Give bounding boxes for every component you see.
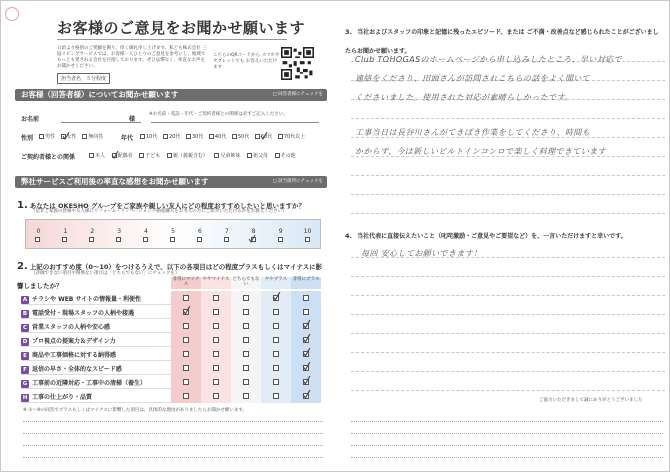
rating-row-label xyxy=(21,364,122,374)
age-option-50[interactable]: 50代 xyxy=(237,134,250,140)
relation-option-parent[interactable]: 親（義親含む） xyxy=(172,153,208,159)
rating-checkbox[interactable] xyxy=(273,309,279,315)
answer-area-4[interactable] xyxy=(351,239,665,391)
check-mark-icon xyxy=(302,390,311,399)
answer-line xyxy=(351,372,665,391)
check-mark-icon xyxy=(111,151,119,159)
rating-checkbox[interactable] xyxy=(273,337,279,343)
rating-checkbox[interactable] xyxy=(213,323,219,329)
age-label: 年代 xyxy=(121,135,134,142)
item-letter: F xyxy=(21,366,29,374)
rating-checkbox[interactable] xyxy=(243,337,249,343)
item-label: チラシや WEB サイトの情報量・利便性 xyxy=(32,296,142,303)
item-letter: D xyxy=(22,339,28,345)
rating-row-label xyxy=(21,322,110,332)
answer-line xyxy=(23,457,323,458)
checkbox[interactable] xyxy=(167,153,172,158)
rating-cell[interactable] xyxy=(291,347,321,361)
item-label: 返信の早さ・全体的なスピード感 xyxy=(32,366,122,373)
gender-option-male[interactable]: 男性 xyxy=(45,134,56,140)
question-3-number: 3. xyxy=(345,28,352,36)
rating-cell[interactable] xyxy=(201,361,231,375)
scale-checkbox[interactable] xyxy=(143,237,148,242)
check-mark-icon xyxy=(260,132,268,140)
rating-checkbox[interactable] xyxy=(183,365,189,371)
rating-checkbox[interactable] xyxy=(213,393,219,399)
closing-text: ご協力いただきまして誠にありがとうございました xyxy=(539,398,643,403)
rating-cell[interactable] xyxy=(171,375,201,389)
item-letter: H xyxy=(22,395,28,401)
scale-checkbox[interactable] xyxy=(35,237,40,242)
checkbox[interactable] xyxy=(89,153,94,158)
question-number: 1. xyxy=(17,200,28,211)
check-mark-icon xyxy=(302,320,311,329)
relation-option-sibling[interactable]: 兄弟姉妹 xyxy=(220,153,241,159)
answer-line xyxy=(351,353,665,372)
rating-cell[interactable] xyxy=(171,305,201,319)
scale-checkbox[interactable] xyxy=(224,237,229,242)
answer-line xyxy=(351,315,665,334)
checkbox[interactable] xyxy=(163,134,168,139)
rating-checkbox[interactable] xyxy=(243,323,249,329)
rating-checkbox[interactable] xyxy=(183,393,189,399)
rating-cell[interactable] xyxy=(291,375,321,389)
rating-column-headers xyxy=(171,277,321,289)
rating-cell[interactable] xyxy=(291,333,321,347)
check-mark-icon xyxy=(182,306,191,315)
checkbox[interactable] xyxy=(186,134,191,139)
rating-checkbox[interactable] xyxy=(183,351,189,357)
rating-row xyxy=(21,375,321,389)
checkbox[interactable] xyxy=(247,153,252,158)
gender-option-female[interactable]: 女性 xyxy=(66,134,77,140)
section1-header-text: お客様（回答者様）についてお聞かせ願います xyxy=(21,90,179,99)
answer-line xyxy=(351,277,665,296)
checkbox[interactable] xyxy=(278,134,283,139)
checkbox[interactable] xyxy=(139,153,144,158)
question-2-note: （評価できない項目や関係ない項目は「どちらでもない」にチェックを） xyxy=(31,271,180,276)
item-label: 電話受付・現場スタッフの人柄や接遇 xyxy=(32,310,135,317)
footnote: ※ ①〜⑩の回答でプラスもしくはマイナスに影響した項目は、具体的な理由がありましたらお聞かせ願います。 xyxy=(23,408,247,413)
rating-checkbox[interactable] xyxy=(273,365,279,371)
column-header: 非常にプラス xyxy=(291,277,321,289)
scale-value: 3 xyxy=(117,228,122,235)
rating-cell[interactable] xyxy=(291,291,321,305)
rating-row xyxy=(21,291,321,305)
answer-line xyxy=(351,445,663,446)
staff-name-field[interactable]: 担当者名 ５分程度 xyxy=(57,73,110,84)
scale-checkbox[interactable] xyxy=(89,237,94,242)
rating-checkbox[interactable] xyxy=(243,295,249,301)
scale-checkbox[interactable] xyxy=(170,237,175,242)
section2-header-text: 弊社サービスご利用後の率直な感想をお聞かせ願います xyxy=(21,177,209,186)
answer-line xyxy=(351,334,665,353)
rating-checkbox[interactable] xyxy=(183,323,189,329)
scale-value: 6 xyxy=(197,228,202,235)
rating-row xyxy=(21,333,321,347)
rating-cell[interactable] xyxy=(171,361,201,375)
answer-line xyxy=(351,258,665,277)
rating-checkbox[interactable] xyxy=(183,337,189,343)
age-option-10[interactable]: 10代 xyxy=(146,134,158,140)
relation-option-other[interactable]: その他 xyxy=(280,153,296,159)
scale-checkbox[interactable] xyxy=(62,237,67,242)
answer-line xyxy=(351,421,663,422)
page-title: お客様のご意見をお聞かせ願います xyxy=(57,19,306,37)
scale-value: 4 xyxy=(144,228,148,235)
rating-row-label xyxy=(21,294,141,304)
age-option-40[interactable]: 40代 xyxy=(214,134,227,140)
scale-value: 5 xyxy=(171,228,175,235)
check-mark-icon xyxy=(272,292,281,301)
column-header: ややマイナス xyxy=(201,277,231,289)
rating-checkbox[interactable] xyxy=(303,309,309,315)
relation-option-grandparent[interactable]: 祖父母 xyxy=(253,153,269,159)
checkbox[interactable] xyxy=(82,134,87,139)
question-2-text: 上記のおすすめ度（0〜10）をつけるうえで、以下の各項目はどの程度プラスもしくはマイナスに影響しましたか？ xyxy=(17,263,323,290)
scale-checkbox[interactable] xyxy=(278,237,283,242)
sama-label: 様 xyxy=(129,116,136,123)
checkbox[interactable] xyxy=(275,153,280,158)
rating-cell[interactable] xyxy=(171,347,201,361)
scale-value: 2 xyxy=(90,228,95,235)
age-option-30[interactable]: 30代 xyxy=(191,134,204,140)
rating-cell[interactable] xyxy=(201,319,231,333)
checkbox[interactable] xyxy=(232,134,237,139)
company-logo-icon xyxy=(5,7,19,21)
answer-line xyxy=(351,157,665,176)
rating-cell[interactable] xyxy=(201,305,231,319)
rating-checkbox[interactable] xyxy=(213,365,219,371)
rating-cell[interactable] xyxy=(201,333,231,347)
rating-cell[interactable] xyxy=(261,347,291,361)
rating-row xyxy=(21,361,321,375)
answer-line xyxy=(23,421,323,422)
rating-row xyxy=(21,347,321,361)
title-underline xyxy=(57,39,287,40)
rating-cell[interactable] xyxy=(261,319,291,333)
rating-checkbox[interactable] xyxy=(213,295,219,301)
handwritten-line: Club TOHOGASのホームページから申し込みしたところ、早い対応で xyxy=(355,55,622,64)
rating-row-label xyxy=(21,378,146,388)
item-label: 営業スタッフの人柄や安心感 xyxy=(32,324,111,331)
scale-value: 10 xyxy=(303,228,312,235)
rating-cell[interactable] xyxy=(201,291,231,305)
rating-cell[interactable] xyxy=(231,389,261,403)
section1-right-note: □ 回答者様にチェックを xyxy=(272,92,323,97)
item-letter: B xyxy=(22,311,28,317)
rating-cell[interactable] xyxy=(171,319,201,333)
relation-option-spouse[interactable]: 配偶者 xyxy=(117,153,133,159)
item-label: 工事の仕上がり・品質 xyxy=(32,394,93,401)
scale-value: 8 xyxy=(251,228,256,235)
check-mark-icon xyxy=(302,348,311,357)
answer-line xyxy=(351,457,663,458)
rating-checkbox[interactable] xyxy=(213,379,219,385)
rating-checkbox[interactable] xyxy=(213,337,219,343)
rating-row-label xyxy=(21,336,116,346)
qr-caption: こちらのQRコードから スマホやタブレットでも お答えいただけます xyxy=(213,53,280,70)
rating-checkbox[interactable] xyxy=(243,393,249,399)
name-note: ※お名前・電話・年代・ご契約者様との関係は必ずご記入ください。 xyxy=(149,112,288,117)
checkbox[interactable] xyxy=(39,134,44,139)
rating-cell[interactable] xyxy=(231,347,261,361)
rating-row xyxy=(21,305,321,319)
rating-checkbox[interactable] xyxy=(273,379,279,385)
rating-checkbox[interactable] xyxy=(273,323,279,329)
item-label: 商品や工事価格に対する納得感 xyxy=(32,352,117,359)
rating-cell[interactable] xyxy=(231,333,261,347)
check-mark-icon xyxy=(302,334,311,343)
rating-cell[interactable] xyxy=(171,333,201,347)
answer-line xyxy=(351,296,665,315)
checkbox[interactable] xyxy=(209,134,214,139)
name-label: お名前 xyxy=(21,116,40,123)
question-4-number: 4. xyxy=(345,232,352,240)
gender-options xyxy=(39,133,103,140)
item-label: プロ視点の提案力＆デザイン力 xyxy=(32,338,116,345)
rating-cell[interactable] xyxy=(171,291,201,305)
intro-text: 日頃より格別のご愛顧を賜り、厚く御礼申し上げます。私ども株式会社 三協リビングサービスでは、お客様一人ひとりのご意見を参考にし、地域でもっとも愛される会社を目指しております。ぜひ忌憚なく、率直なお声をお聞かせください。 xyxy=(57,46,207,69)
relation-option-self[interactable]: 本人 xyxy=(95,153,106,159)
handwritten-line: かからず、今は新しいビルトインコンロで楽しく料理できています xyxy=(355,147,606,156)
rating-checkbox[interactable] xyxy=(183,379,189,385)
rating-cell[interactable] xyxy=(171,389,201,403)
section1-header xyxy=(15,89,327,101)
rating-checkbox[interactable] xyxy=(243,309,249,315)
scale-checkbox[interactable] xyxy=(116,237,121,242)
rating-cell[interactable] xyxy=(201,347,231,361)
checkbox[interactable] xyxy=(214,153,219,158)
item-letter: G xyxy=(22,381,28,387)
rating-checkbox[interactable] xyxy=(213,351,219,357)
question-4-text: 当社代表に直接伝えたいこと（叱咤激励・ご意見やご要望など）を、一言いただけますと幸いです。 xyxy=(357,233,627,240)
rating-row xyxy=(21,389,321,403)
rating-checkbox[interactable] xyxy=(273,351,279,357)
rating-cell[interactable] xyxy=(261,361,291,375)
rating-row-label xyxy=(21,308,134,318)
rating-row xyxy=(21,319,321,333)
age-option-20[interactable]: 20代 xyxy=(168,134,181,140)
answer-line xyxy=(351,195,665,214)
handwritten-answer-4: 毎回 安心してお願いできます！ xyxy=(361,249,482,258)
rating-checkbox[interactable] xyxy=(303,295,309,301)
scale-value: 0 xyxy=(36,228,41,235)
relation-label: ご契約者様との関係 xyxy=(21,154,76,161)
contact-underline xyxy=(151,122,319,123)
rating-cell[interactable] xyxy=(261,305,291,319)
handwritten-line: 連絡をくださり、田頭さんが訪問されこちらの話をよく聞いて xyxy=(355,74,591,83)
rating-cell[interactable] xyxy=(291,319,321,333)
age-option-60[interactable]: 60代 xyxy=(260,134,273,140)
scale-value: 9 xyxy=(278,228,283,235)
answer-line xyxy=(351,433,663,434)
item-letter: C xyxy=(22,325,28,331)
rating-checkbox[interactable] xyxy=(213,309,219,315)
item-letter: A xyxy=(22,297,28,303)
gender-label: 性別 xyxy=(21,135,34,142)
answer-line xyxy=(351,176,665,195)
rating-row-label xyxy=(21,392,92,402)
scale-value: 7 xyxy=(224,228,229,235)
column-header: ややプラス xyxy=(261,277,291,289)
scale-checkbox[interactable] xyxy=(197,237,202,242)
scale-checkbox-row xyxy=(25,237,321,242)
check-mark-icon xyxy=(302,376,311,385)
rating-cell[interactable] xyxy=(231,361,261,375)
scale-value: 1 xyxy=(63,228,68,235)
question-1-note: （是非ご家族の皆様や友人様にリフォーム・リノベーション不動産購入をお考えの方にご紹介いただけるかをお教えください） xyxy=(31,209,287,214)
rating-cell[interactable] xyxy=(291,361,321,375)
check-mark-icon xyxy=(62,132,70,140)
check-mark-icon xyxy=(248,235,256,243)
rating-cell[interactable] xyxy=(291,389,321,403)
rating-cell[interactable] xyxy=(231,291,261,305)
relation-options xyxy=(89,152,296,159)
rating-cell[interactable] xyxy=(231,305,261,319)
rating-cell[interactable] xyxy=(261,375,291,389)
relation-option-child[interactable]: 子ども xyxy=(145,153,161,159)
rating-checkbox[interactable] xyxy=(243,351,249,357)
scale-checkbox[interactable] xyxy=(305,237,310,242)
rating-cell[interactable] xyxy=(261,389,291,403)
checkbox[interactable] xyxy=(140,134,145,139)
rating-cell[interactable] xyxy=(231,375,261,389)
answer-line xyxy=(23,445,323,446)
rating-cell[interactable] xyxy=(261,291,291,305)
age-option-70[interactable]: 70代以上 xyxy=(283,134,306,140)
rating-checkbox[interactable] xyxy=(243,379,249,385)
qr-code-icon[interactable] xyxy=(281,47,314,80)
item-label: 工事前の近隣対応・工事中の清掃（養生） xyxy=(32,380,147,387)
scale-row xyxy=(25,228,321,235)
question-1-text: あなたは OKESHO グループをご家族や親しい友人にどの程度おすすめしたいと思いますか？ xyxy=(29,202,305,210)
rating-cell[interactable] xyxy=(201,375,231,389)
section2-right-note: □ 該当箇所にチェックを xyxy=(272,179,323,184)
rating-cell[interactable] xyxy=(261,333,291,347)
rating-row-label xyxy=(21,350,116,360)
column-header: 非常にマイナス xyxy=(172,277,200,287)
rating-cell[interactable] xyxy=(231,319,261,333)
question-number: 2. xyxy=(17,261,28,272)
answer-line xyxy=(23,433,323,434)
question-3-text: 当社およびスタッフの印象と記憶に残ったエピソード、または ご不満・改善点など感じられたことがございましたらお聞かせ願います。 xyxy=(345,29,659,55)
handwritten-line: くださいました。使用された対応が素晴らしかったです。 xyxy=(355,93,573,102)
rating-cell[interactable] xyxy=(201,389,231,403)
rating-checkbox[interactable] xyxy=(183,295,189,301)
rating-items xyxy=(21,291,321,403)
rating-checkbox[interactable] xyxy=(273,393,279,399)
column-header: どちらでもない xyxy=(232,277,260,287)
rating-checkbox[interactable] xyxy=(243,365,249,371)
age-options xyxy=(140,133,305,140)
item-letter: E xyxy=(21,352,29,360)
gender-option-none[interactable]: 無回答 xyxy=(88,134,104,140)
rating-cell[interactable] xyxy=(291,305,321,319)
handwritten-line: 工事当日は長谷川さんがてきぱき作業をしてくださり、時間も xyxy=(355,128,591,137)
section2-header xyxy=(15,176,327,188)
check-mark-icon xyxy=(302,362,311,371)
